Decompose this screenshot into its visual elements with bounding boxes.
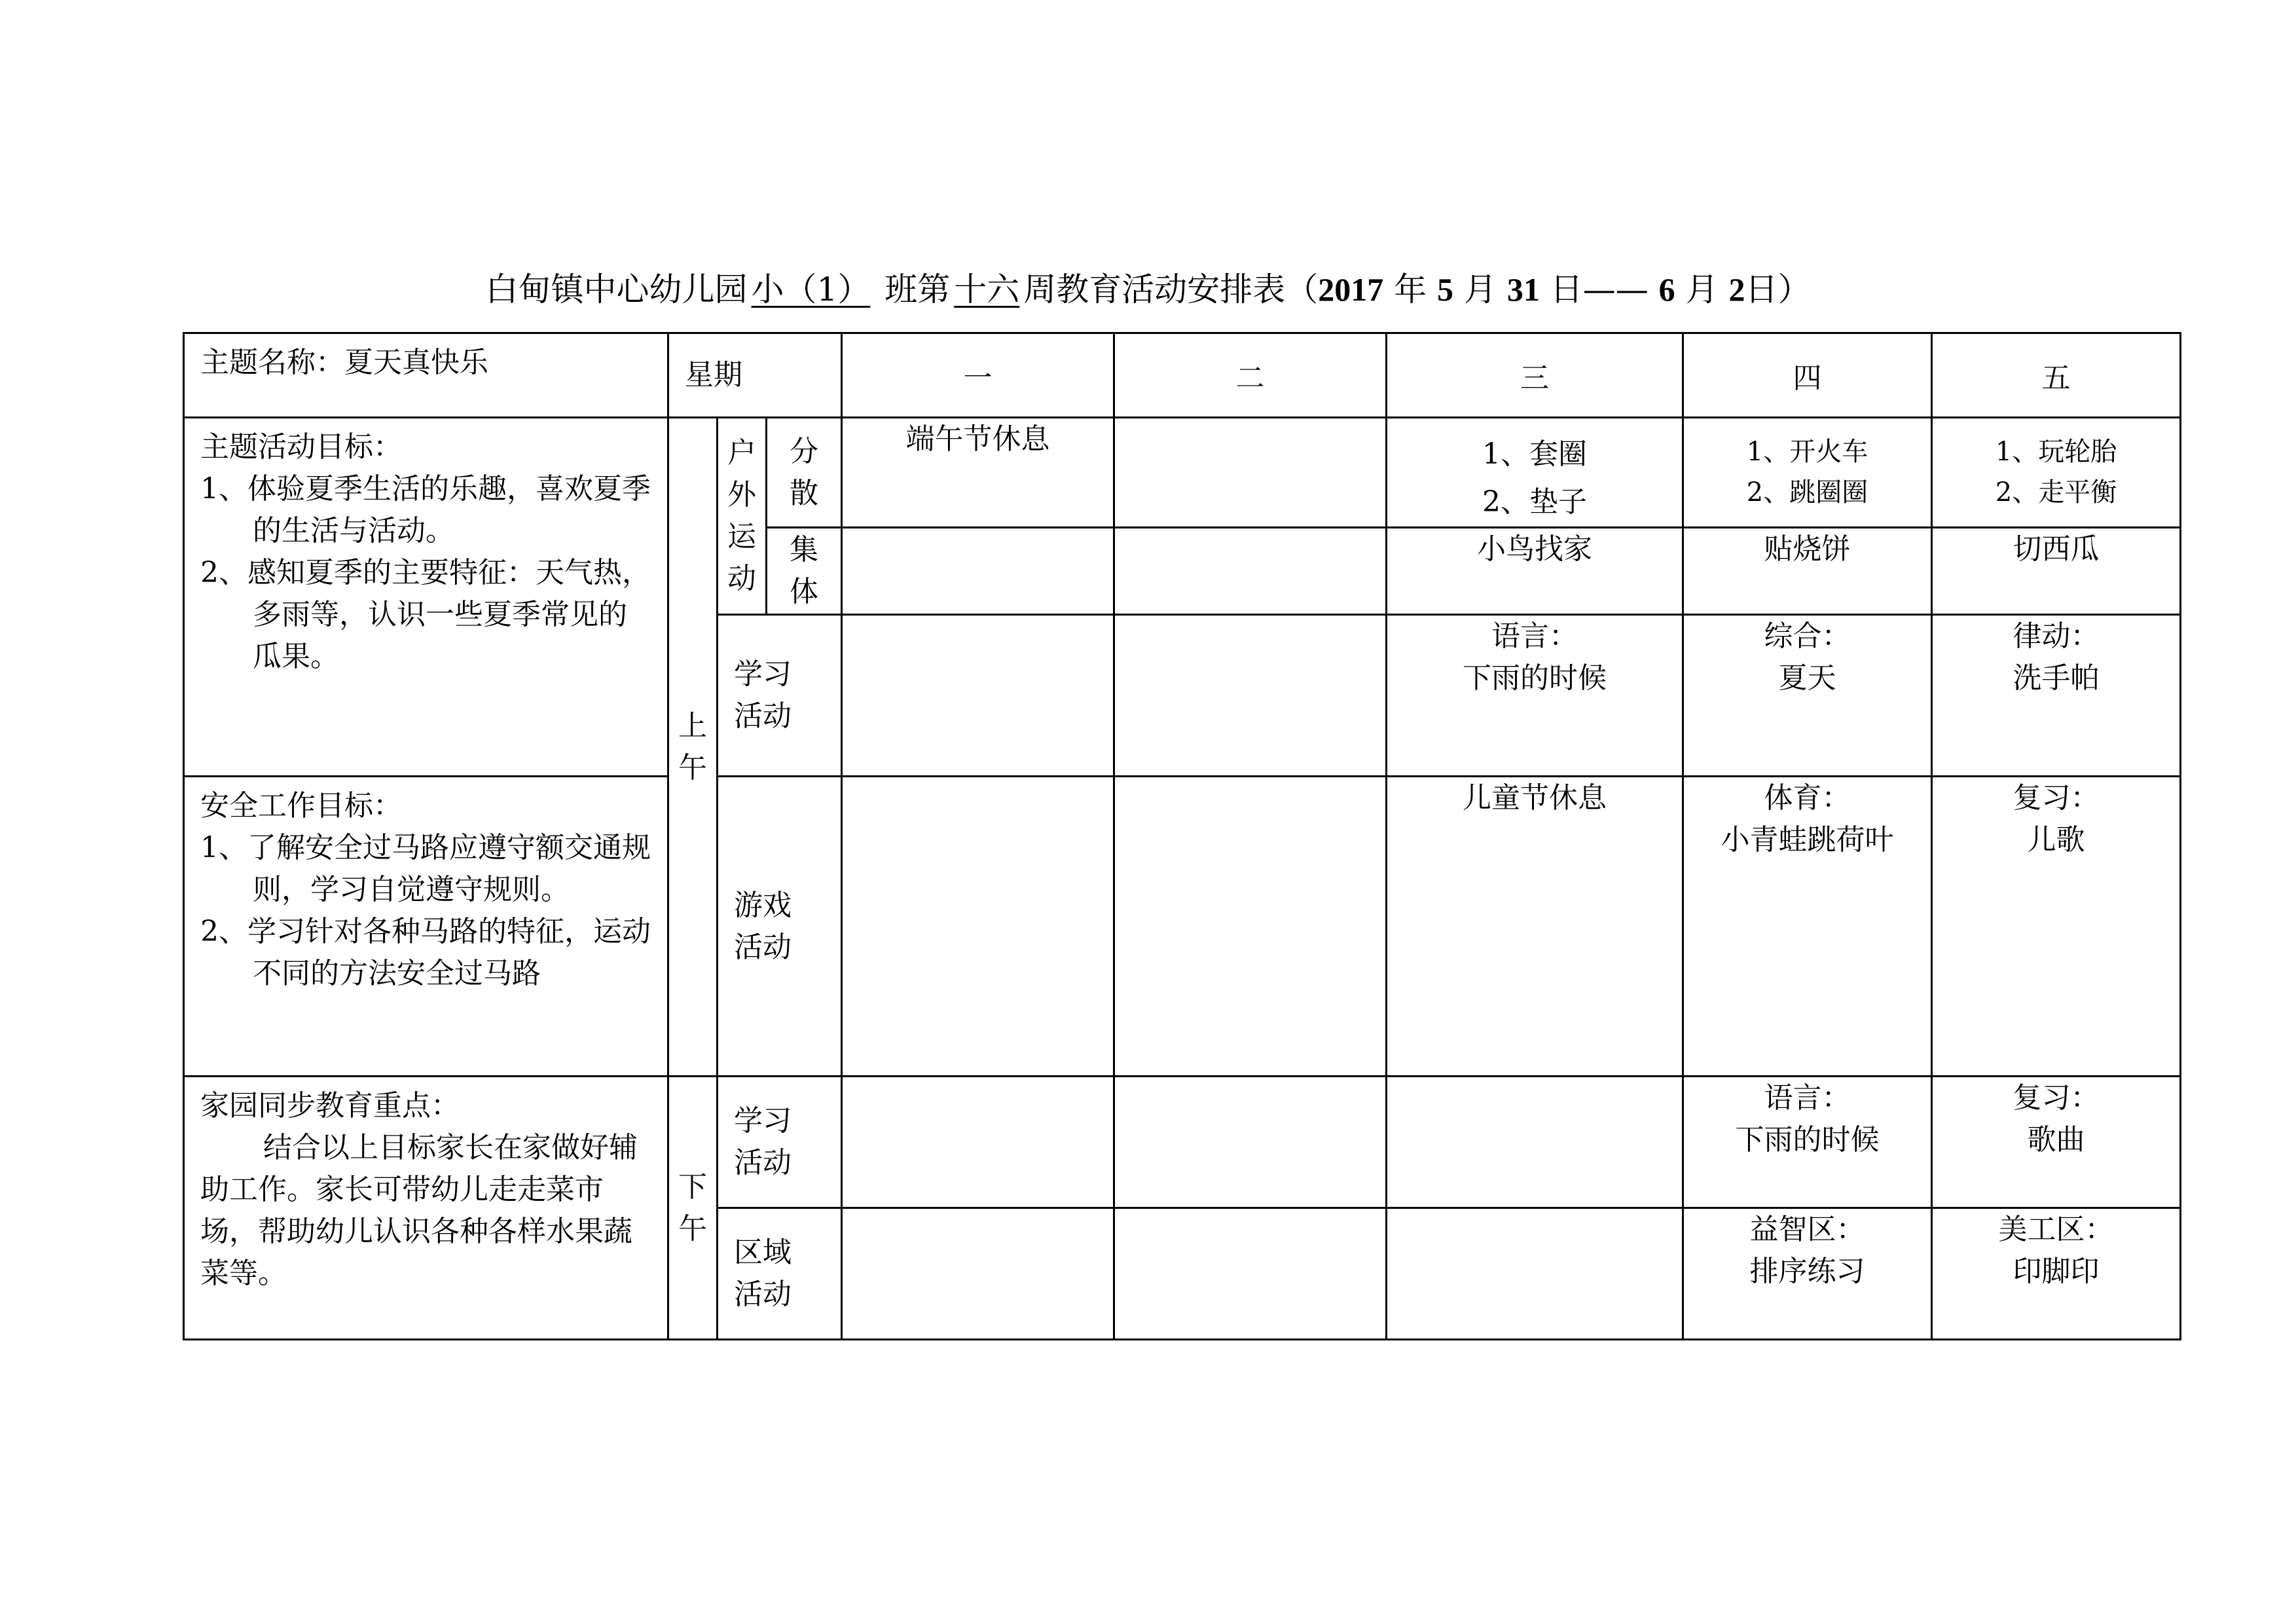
- cell-pm-learning-tue: [1114, 1077, 1387, 1208]
- cell-am-learning-wed: [1387, 615, 1683, 777]
- pm-area-fri-line-1: 美工区：: [1998, 1213, 2114, 1246]
- cell-am-learning-thu: [1683, 615, 1932, 777]
- pm-learning-thu-line-2: 下雨的时候: [1735, 1123, 1880, 1156]
- cell-pm-learning-wed: [1387, 1077, 1683, 1208]
- am-learning-wed-line-1: 语言：: [1491, 619, 1578, 653]
- scattered-label: [767, 418, 842, 528]
- group-char-2: 体: [790, 575, 818, 608]
- cell-am-game-fri: [1932, 777, 2181, 1077]
- theme-goals-title: 主题活动目标：: [200, 430, 402, 464]
- scattered-thu-line-1: 1、开火车: [1746, 437, 1868, 467]
- cell-pm-learning-thu: [1683, 1077, 1932, 1208]
- nian: 年: [1394, 270, 1427, 308]
- day-tue: 二: [1114, 333, 1387, 418]
- period-afternoon: [668, 1077, 718, 1340]
- am-game-label-1: 游戏: [734, 888, 792, 922]
- period-morning: [668, 418, 718, 1077]
- cell-group-mon: [842, 528, 1114, 615]
- day-wed: 三: [1387, 333, 1683, 418]
- cell-scattered-fri: [1932, 418, 2181, 528]
- header-row: [184, 333, 2181, 418]
- am-game-fri-line-1: 复习：: [2013, 781, 2100, 815]
- week-number: 十六: [954, 270, 1020, 308]
- theme-goals: [184, 418, 668, 777]
- outdoor-char-1: 户: [727, 436, 756, 470]
- theme-goal-1: 1、体验夏季生活的乐趣，喜欢夏季的生活与活动。: [200, 472, 651, 547]
- cell-pm-area-wed: [1387, 1208, 1683, 1340]
- morning-char-2: 午: [678, 750, 707, 784]
- yue2: 月: [1685, 270, 1719, 308]
- am-learning-thu-line-1: 综合：: [1764, 619, 1851, 653]
- cell-scattered-wed: [1387, 418, 1683, 528]
- home-sync: [184, 1077, 668, 1340]
- ban-di: 班第: [884, 270, 951, 308]
- pm-area-fri-line-2: 印脚印: [2013, 1255, 2100, 1288]
- am-learning-label-2: 活动: [734, 699, 792, 733]
- ri2: 日）: [1745, 270, 1811, 308]
- cell-pm-area-tue: [1114, 1208, 1387, 1340]
- pm-learning-fri-line-2: 歌曲: [2027, 1123, 2085, 1156]
- pm-area-thu-line-1: 益智区：: [1749, 1213, 1865, 1246]
- schedule-table: [183, 332, 2181, 1340]
- pm-learning-label-2: 活动: [734, 1146, 792, 1179]
- am-learning-label-1: 学习: [734, 657, 792, 691]
- afternoon-char-2: 午: [678, 1211, 707, 1246]
- home-sync-title: 家园同步教育重点：: [200, 1089, 460, 1122]
- safety-goal-2: 2、学习针对各种马路的特征，运动不同的方法安全过马路: [200, 915, 651, 990]
- afternoon-char-1: 下: [678, 1170, 707, 1204]
- pm-area-label: [718, 1208, 842, 1340]
- theme-goal-2: 2、感知夏季的主要特征：天气热，多雨等，认识一些夏季常见的瓜果。: [200, 556, 651, 673]
- scattered-char-1: 分: [790, 434, 818, 468]
- scattered-fri-line-2: 2、走平衡: [1995, 477, 2117, 507]
- safety-goal-1: 1、了解安全过马路应遵守额交通规则，学习自觉遵守规则。: [200, 831, 651, 906]
- ri1: 日——: [1550, 270, 1649, 308]
- cell-am-learning-mon: [842, 615, 1114, 777]
- am-game-label-2: 活动: [734, 930, 792, 964]
- cell-scattered-thu: [1683, 418, 1932, 528]
- cell-pm-area-mon: [842, 1208, 1114, 1340]
- am-learning-thu-line-2: 夏天: [1778, 661, 1836, 695]
- class-name: 小（1）: [751, 270, 871, 308]
- row-pm-learning: [184, 1077, 2181, 1208]
- end-day: 2: [1728, 271, 1745, 308]
- cell-scattered-tue: [1114, 418, 1387, 528]
- pm-learning-fri-line-1: 复习：: [2013, 1081, 2100, 1115]
- cell-scattered-mon: 端午节休息: [842, 418, 1114, 528]
- day-fri: 五: [1932, 333, 2181, 418]
- title-rest: 周教育活动安排表（: [1023, 270, 1319, 308]
- cell-group-wed: 小鸟找家: [1387, 528, 1683, 615]
- pm-area-label-2: 活动: [734, 1278, 792, 1311]
- year: 2017: [1318, 271, 1384, 308]
- cell-pm-learning-mon: [842, 1077, 1114, 1208]
- morning-char-1: 上: [678, 709, 707, 743]
- am-learning-fri-line-1: 律动：: [2013, 619, 2100, 653]
- cell-group-tue: [1114, 528, 1387, 615]
- am-game-label: [718, 777, 842, 1077]
- outdoor-label: [718, 418, 767, 615]
- scattered-fri-line-1: 1、玩轮胎: [1995, 437, 2117, 467]
- am-learning-label: [718, 615, 842, 777]
- scattered-wed-line-2: 2、垫子: [1482, 485, 1588, 519]
- page-title: [0, 263, 2296, 316]
- day-mon: 一: [842, 333, 1114, 418]
- cell-am-game-wed: 儿童节休息: [1387, 777, 1683, 1077]
- cell-group-thu: 贴烧饼: [1683, 528, 1932, 615]
- am-learning-fri-line-2: 洗手帕: [2013, 661, 2100, 695]
- cell-am-game-tue: [1114, 777, 1387, 1077]
- cell-pm-area-fri: [1932, 1208, 2181, 1340]
- yue1: 月: [1463, 270, 1497, 308]
- am-game-thu-line-2: 小青蛙跳荷叶: [1721, 823, 1894, 857]
- pm-learning-label: [718, 1077, 842, 1208]
- cell-am-game-mon: [842, 777, 1114, 1077]
- scattered-wed-line-1: 1、套圈: [1482, 437, 1588, 471]
- pm-area-label-1: 区域: [734, 1236, 792, 1269]
- safety-goals-title: 安全工作目标：: [200, 789, 402, 822]
- am-game-thu-line-1: 体育：: [1764, 781, 1851, 815]
- theme-name: 主题名称：夏天真快乐: [184, 333, 668, 418]
- cell-am-learning-fri: [1932, 615, 2181, 777]
- start-day: 31: [1506, 271, 1540, 308]
- cell-pm-area-thu: [1683, 1208, 1932, 1340]
- end-month: 6: [1658, 271, 1675, 308]
- pm-learning-label-1: 学习: [734, 1104, 792, 1137]
- am-learning-wed-line-2: 下雨的时候: [1463, 661, 1607, 695]
- group-char-1: 集: [790, 533, 818, 566]
- safety-goals: [184, 777, 668, 1077]
- outdoor-char-4: 动: [727, 562, 756, 595]
- scattered-char-2: 散: [790, 476, 818, 510]
- scattered-thu-line-2: 2、跳圈圈: [1746, 477, 1868, 507]
- pm-area-thu-line-2: 排序练习: [1749, 1255, 1865, 1288]
- cell-group-fri: 切西瓜: [1932, 528, 2181, 615]
- day-thu: 四: [1683, 333, 1932, 418]
- outdoor-char-3: 运: [727, 520, 756, 553]
- cell-pm-learning-fri: [1932, 1077, 2181, 1208]
- group-label: [767, 528, 842, 615]
- school-name: 白甸镇中心幼儿园: [485, 270, 748, 308]
- home-sync-text: 结合以上目标家长在家做好辅助工作。家长可带幼儿走走菜市场，帮助幼儿认识各种各样水果蔬菜等。: [200, 1131, 638, 1290]
- outdoor-char-2: 外: [727, 478, 756, 511]
- row-outdoor-scattered: [184, 418, 2181, 528]
- start-month: 5: [1437, 271, 1454, 308]
- cell-am-game-thu: [1683, 777, 1932, 1077]
- weekday-label: 星期: [668, 333, 842, 418]
- pm-learning-thu-line-1: 语言：: [1764, 1081, 1851, 1115]
- row-am-game: [184, 777, 2181, 1077]
- cell-am-learning-tue: [1114, 615, 1387, 777]
- am-game-fri-line-2: 儿歌: [2027, 823, 2085, 857]
